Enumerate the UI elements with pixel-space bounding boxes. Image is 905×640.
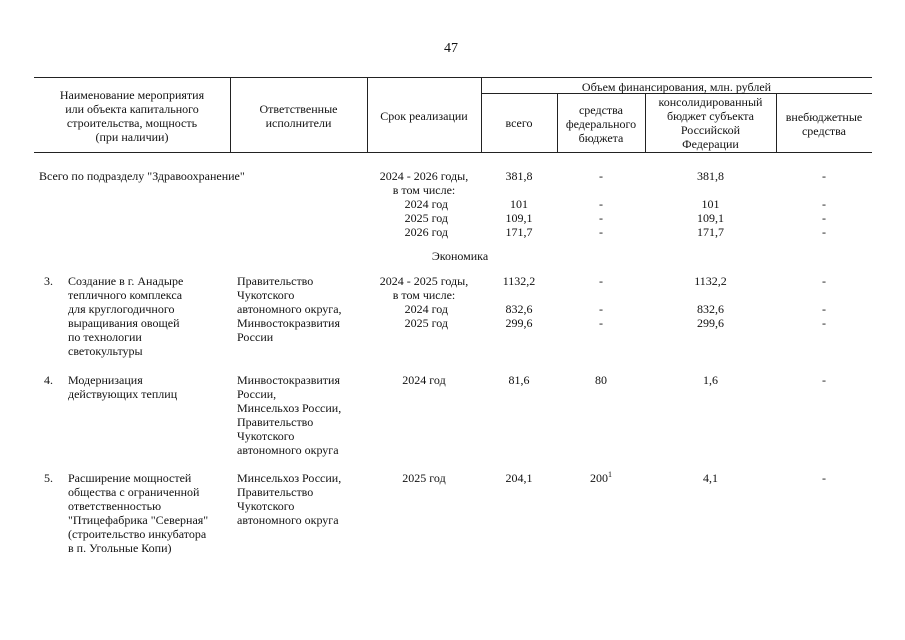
summary-total: 381,8 101 109,1 171,7: [505, 169, 533, 239]
row-number: 3.: [44, 274, 53, 288]
row-number: 5.: [44, 471, 53, 485]
row-name: Модернизация действующих теплиц: [68, 373, 178, 401]
summary-periods: 2024 - 2026 годы, в том числе:: [379, 169, 469, 197]
federal-value: 200: [590, 471, 608, 485]
footnote-mark: 1: [608, 470, 612, 479]
header-bottom-rule: [34, 152, 872, 153]
row-consolidated: 1,6: [703, 373, 718, 387]
summary-consolidated: 381,8 101 109,1 171,7: [697, 169, 724, 239]
header-executors: Ответственные исполнители: [259, 102, 338, 130]
row-total: 204,1: [505, 471, 533, 485]
row-executors: Правительство Чукотского автономного округа, Минвостокразвития России: [237, 274, 342, 344]
header-name: Наименование мероприятия или объекта капитального строительства, мощность (при наличии): [59, 88, 205, 144]
row-total: 81,6: [508, 373, 530, 387]
row-total: 1132,2 832,6 299,6: [502, 274, 536, 330]
row-executors: Минсельхоз России, Правительство Чукотского автономного округа: [237, 471, 342, 527]
row-consolidated: 1132,2 832,6 299,6: [694, 274, 727, 330]
row-federal: - - -: [599, 274, 603, 330]
table-top-rule: [34, 77, 872, 78]
row-extra: -: [822, 471, 826, 485]
row-name: Создание в г. Анадыре тепличного комплекса для круглогодичного выращивания овощей по технологии светокультуры: [68, 274, 184, 358]
row-consolidated: 4,1: [703, 471, 718, 485]
row-federal: 80: [595, 373, 607, 387]
summary-federal: - - - -: [599, 169, 603, 239]
summary-periods-years: 2024 год 2025 год 2026 год: [404, 197, 448, 239]
header-consolidated: консолидированный бюджет субъекта Российской Федерации: [658, 95, 763, 151]
summary-label: Всего по подразделу "Здравоохранение": [39, 169, 245, 183]
row-number: 4.: [44, 373, 53, 387]
row-periods: 2024 - 2025 годы, в том числе:: [379, 274, 469, 302]
header-extra: внебюджетные средства: [785, 110, 863, 138]
row-periods: 2024 год: [402, 373, 446, 387]
summary-extra: - - - -: [822, 169, 826, 239]
row-federal: [557, 471, 645, 485]
row-extra: - - -: [822, 274, 826, 330]
row-periods: 2025 год: [402, 471, 446, 485]
header-funding-group: Объем финансирования, млн. рублей: [581, 80, 772, 94]
row-periods-years: 2024 год 2025 год: [404, 302, 448, 330]
row-extra: -: [822, 373, 826, 387]
row-executors: Минвостокразвития России, Минсельхоз России, Правительство Чукотского автономного округа: [237, 373, 342, 457]
header-term: Срок реализации: [380, 109, 468, 123]
header-federal: средства федерального бюджета: [565, 103, 637, 145]
row-name: Расширение мощностей общества с ограниченной ответственностью "Птицефабрика "Северная" (строительство инкубатора в п. Угольные Копи): [68, 471, 209, 555]
page-number: 47: [444, 41, 458, 56]
header-total: всего: [505, 116, 533, 130]
section-title: Экономика: [431, 249, 489, 263]
